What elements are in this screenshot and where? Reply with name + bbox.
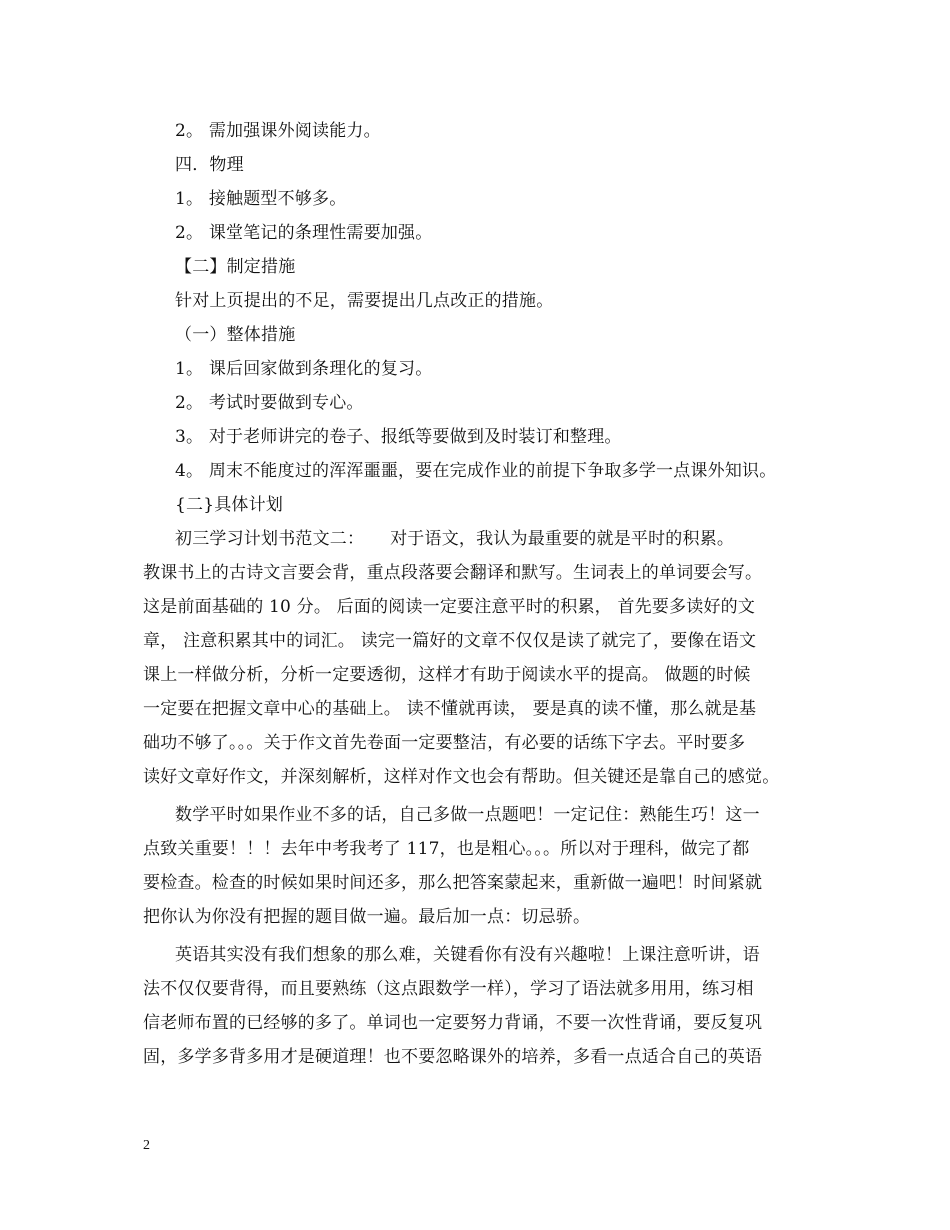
paragraph-line: 读好文章好作文，并深刻解析，这样对作文也会有帮助。但关键还是靠自己的感觉。 <box>143 767 780 787</box>
paragraph-line: 教课书上的古诗文言要会背，重点段落要会翻译和默写。生词表上的单词要会写。 <box>143 563 763 583</box>
list-item: 4。 周末不能度过的浑浑噩噩，要在完成作业的前提下争取多学一点课外知识。 <box>175 461 777 481</box>
list-item: 3。 对于老师讲完的卷子、报纸等要做到及时装订和整理。 <box>175 427 622 447</box>
paragraph-line: 针对上页提出的不足，需要提出几点改正的措施。 <box>175 291 554 311</box>
paragraph-line: 把你认为你没有把握的题目做一遍。最后加一点：切忌骄。 <box>143 907 591 927</box>
paragraph-line: 点致关重要！！！去年中考我考了 117，也是粗心。。。所以对于理科，做完了都 <box>143 839 750 859</box>
paragraph-line: 要检查。检查的时候如果时间还多，那么把答案蒙起来，重新做一遍吧！时间紧就 <box>143 873 763 893</box>
paragraph-line: 础功不够了。。。关于作文首先卷面一定要整洁，有必要的话练下字去。平时要多 <box>143 733 746 753</box>
paragraph-line: 英语其实没有我们想象的那么难，关键看你有没有兴趣啦！上课注意听讲，语 <box>175 945 760 965</box>
paragraph-line: 课上一样做分析，分析一定要透彻，这样才有助于阅读水平的提高。 做题的时候 <box>143 665 751 685</box>
paragraph-line: 法不仅仅要背得，而且要熟练（这点跟数学一样），学习了语法就多用用，练习相 <box>143 979 754 999</box>
paragraph-line: 一定要在把握文章中心的基础上。 读不懂就再读， 要是真的读不懂，那么就是基 <box>143 699 757 719</box>
section-heading: {二}具体计划 <box>175 495 284 515</box>
paragraph-line: 固，多学多背多用才是硬道理！也不要忽略课外的培养，多看一点适合自己的英语 <box>143 1047 763 1067</box>
page-number: 2 <box>143 1138 150 1153</box>
document-body <box>143 114 823 1074</box>
list-item: 2。 需加强课外阅读能力。 <box>175 121 381 141</box>
section-heading: （一）整体措施 <box>175 325 296 345</box>
list-item: 1。 课后回家做到条理化的复习。 <box>175 359 433 379</box>
section-heading: 【二】制定措施 <box>175 257 296 277</box>
list-item: 2。 考试时要做到专心。 <box>175 393 364 413</box>
paragraph-line: 数学平时如果作业不多的话，自己多做一点题吧！一定记住：熟能生巧！这一 <box>175 805 760 825</box>
list-item: 1。 接触题型不够多。 <box>175 189 347 209</box>
paragraph-line: 信老师布置的已经够的多了。单词也一定要努力背诵，不要一次性背诵，要反复巩 <box>143 1013 763 1033</box>
section-heading: 四．物理 <box>175 155 244 175</box>
paragraph-line: 这是前面基础的 10 分。 后面的阅读一定要注意平时的积累， 首先要多读好的文 <box>143 597 756 617</box>
paragraph-line: 章， 注意积累其中的词汇。 读完一篇好的文章不仅仅是读了就完了，要像在语文 <box>143 631 757 651</box>
list-item: 2。 课堂笔记的条理性需要加强。 <box>175 223 433 243</box>
paragraph-line: 初三学习计划书范文二： 对于语文，我认为最重要的就是平时的积累。 <box>175 529 735 549</box>
